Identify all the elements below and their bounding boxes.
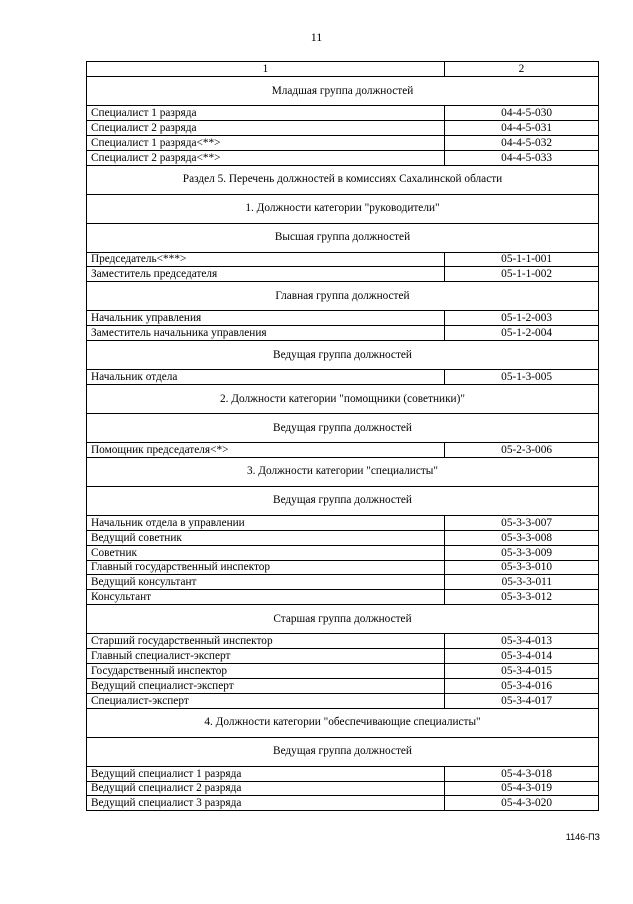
table-row — [87, 693, 599, 708]
position-code: 05-4-3-019 — [445, 781, 599, 796]
table-row — [87, 545, 599, 560]
group-heading: Ведущая группа должностей — [87, 414, 599, 443]
position-code: 05-4-3-020 — [445, 796, 599, 811]
position-code: 05-3-4-016 — [445, 678, 599, 693]
group-heading: Ведущая группа должностей — [87, 737, 599, 766]
position-name: Государственный инспектор — [87, 664, 445, 679]
position-name: Старший государственный инспектор — [87, 634, 445, 649]
table-row — [87, 530, 599, 545]
position-name: Специалист 1 разряда<**> — [87, 135, 445, 150]
table-row — [87, 120, 599, 135]
position-code: 05-3-3-012 — [445, 590, 599, 605]
group-heading: Младшая группа должностей — [87, 77, 599, 106]
group-heading-row — [87, 223, 599, 252]
group-heading: 1. Должности категории "руководители" — [87, 194, 599, 223]
group-heading-row — [87, 737, 599, 766]
group-heading-row — [87, 486, 599, 515]
position-name: Советник — [87, 545, 445, 560]
table-row — [87, 326, 599, 341]
position-name: Помощник председателя<*> — [87, 443, 445, 458]
table-row — [87, 678, 599, 693]
position-name: Заместитель председателя — [87, 267, 445, 282]
table-header-row — [87, 62, 599, 77]
position-name: Ведущий специалист 3 разряда — [87, 796, 445, 811]
group-heading: Раздел 5. Перечень должностей в комиссиях Сахалинской области — [87, 165, 599, 194]
table-row — [87, 634, 599, 649]
position-code: 05-3-4-015 — [445, 664, 599, 679]
position-name: Специалист 2 разряда — [87, 120, 445, 135]
position-code: 05-1-2-004 — [445, 326, 599, 341]
table-row — [87, 664, 599, 679]
position-name: Начальник отдела — [87, 370, 445, 385]
position-code: 05-1-2-003 — [445, 311, 599, 326]
group-heading-row — [87, 194, 599, 223]
position-code: 05-1-3-005 — [445, 370, 599, 385]
position-name: Ведущий специалист 2 разряда — [87, 781, 445, 796]
group-heading-row — [87, 605, 599, 634]
table-row — [87, 590, 599, 605]
table-row — [87, 560, 599, 575]
group-heading: Старшая группа должностей — [87, 605, 599, 634]
position-code: 05-3-3-008 — [445, 530, 599, 545]
position-name: Председатель<***> — [87, 252, 445, 267]
table-row — [87, 106, 599, 121]
position-code: 04-4-5-031 — [445, 120, 599, 135]
position-name: Специалист 2 разряда<**> — [87, 150, 445, 165]
table-row — [87, 781, 599, 796]
position-name: Ведущий советник — [87, 530, 445, 545]
table-row — [87, 515, 599, 530]
position-code: 05-3-4-017 — [445, 693, 599, 708]
position-name: Главный специалист-эксперт — [87, 649, 445, 664]
position-code: 05-3-3-009 — [445, 545, 599, 560]
position-name: Заместитель начальника управления — [87, 326, 445, 341]
group-heading-row — [87, 457, 599, 486]
position-name: Главный государственный инспектор — [87, 560, 445, 575]
position-code: 05-3-4-014 — [445, 649, 599, 664]
footer-code: 1146-ПЗ — [565, 832, 600, 842]
group-heading-row — [87, 341, 599, 370]
group-heading-row — [87, 77, 599, 106]
group-heading-row — [87, 282, 599, 311]
position-code: 04-4-5-032 — [445, 135, 599, 150]
page-number: 11 — [310, 30, 323, 44]
table-row — [87, 135, 599, 150]
positions-table-body — [87, 62, 599, 811]
position-name: Консультант — [87, 590, 445, 605]
group-heading-row — [87, 414, 599, 443]
table-row — [87, 766, 599, 781]
position-code: 04-4-5-030 — [445, 106, 599, 121]
position-code: 05-1-1-002 — [445, 267, 599, 282]
position-name: Начальник отдела в управлении — [87, 515, 445, 530]
table-row — [87, 150, 599, 165]
group-heading: Главная группа должностей — [87, 282, 599, 311]
table-row — [87, 311, 599, 326]
table-row — [87, 649, 599, 664]
table-row — [87, 370, 599, 385]
column-header-1: 1 — [87, 62, 445, 77]
group-heading: Ведущая группа должностей — [87, 341, 599, 370]
position-code: 05-3-3-011 — [445, 575, 599, 590]
group-heading-row — [87, 385, 599, 414]
group-heading: Высшая группа должностей — [87, 223, 599, 252]
position-code: 05-3-3-010 — [445, 560, 599, 575]
group-heading: Ведущая группа должностей — [87, 486, 599, 515]
position-code: 05-2-3-006 — [445, 443, 599, 458]
position-code: 05-4-3-018 — [445, 766, 599, 781]
position-name: Специалист-эксперт — [87, 693, 445, 708]
position-name: Ведущий специалист 1 разряда — [87, 766, 445, 781]
group-heading: 2. Должности категории "помощники (советники)" — [87, 385, 599, 414]
column-header-2: 2 — [445, 62, 599, 77]
position-code: 04-4-5-033 — [445, 150, 599, 165]
table-row — [87, 267, 599, 282]
position-name: Ведущий консультант — [87, 575, 445, 590]
group-heading: 4. Должности категории "обеспечивающие специалисты" — [87, 708, 599, 737]
position-name: Ведущий специалист-эксперт — [87, 678, 445, 693]
table-row — [87, 252, 599, 267]
table-row — [87, 443, 599, 458]
table-row — [87, 575, 599, 590]
position-code: 05-3-4-013 — [445, 634, 599, 649]
position-name: Начальник управления — [87, 311, 445, 326]
positions-table — [86, 61, 599, 811]
group-heading-row — [87, 708, 599, 737]
position-code: 05-3-3-007 — [445, 515, 599, 530]
group-heading: 3. Должности категории "специалисты" — [87, 457, 599, 486]
group-heading-row — [87, 165, 599, 194]
position-code: 05-1-1-001 — [445, 252, 599, 267]
table-row — [87, 796, 599, 811]
position-name: Специалист 1 разряда — [87, 106, 445, 121]
